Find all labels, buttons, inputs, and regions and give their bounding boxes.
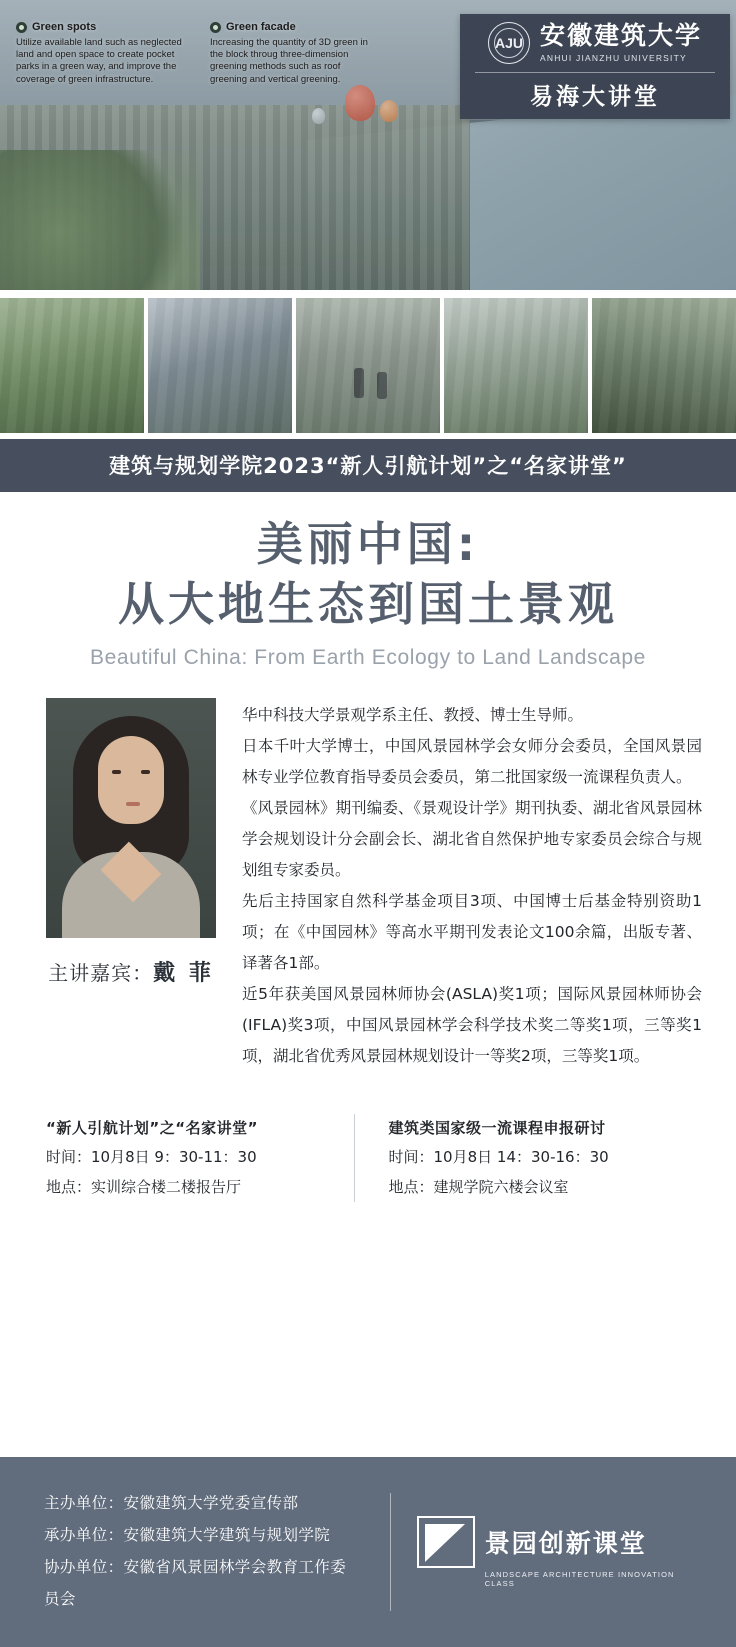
- organizer-coorganizer: 协办单位：安徽省风景园林学会教育工作委员会: [44, 1558, 347, 1608]
- footer-logo-cn: 景园创新课堂: [484, 1529, 647, 1558]
- hot-air-balloon-icon: [345, 85, 375, 121]
- title-line-1: 美丽中国:: [256, 517, 480, 571]
- university-name-en: ANHUI JIANZHU UNIVERSITY: [539, 52, 687, 63]
- speaker-section: [0, 670, 736, 1072]
- portrait-eye: [112, 770, 121, 774]
- university-name-cn: 安徽建筑大学: [539, 21, 702, 51]
- callout-heading: Green facade: [226, 21, 296, 33]
- hero-image: [0, 0, 736, 290]
- organizer-host: 主办单位：安徽建筑大学党委宣传部: [44, 1494, 299, 1513]
- hero-greenery: [0, 150, 200, 290]
- session-title: 建筑类国家级一流课程申报研讨: [388, 1119, 606, 1138]
- speaker-name: 戴 菲: [153, 961, 214, 987]
- bio-paragraph: 日本千叶大学博士，中国风景园林学会女师分会委员，全国风景园林专业学位教育指导委员会委员，第二批国家级一流课程负责人。: [242, 737, 702, 787]
- hero-callout-green-facade: [210, 20, 370, 86]
- callout-heading: Green spots: [32, 21, 97, 33]
- footer-divider: [390, 1493, 391, 1611]
- session-place-label: 地点：: [46, 1177, 92, 1196]
- main-title-block: [0, 492, 736, 670]
- session-time-value: 10月8日 14：30-16：30: [433, 1148, 609, 1167]
- session-time-value: 10月8日 9：30-11：30: [91, 1148, 257, 1167]
- callout-text: Utilize available land such as neglected land and open space to create pocket parks in a green way, and improve the coverage of green infrastructure.: [16, 37, 182, 85]
- seal-text: AJU: [494, 28, 524, 58]
- bio-paragraph: 先后主持国家自然科学基金项目3项、中国博士后基金特别资助1项；在《中国园林》等高水平期刊发表论文100余篇，出版专著、译著各1部。: [242, 892, 702, 973]
- session-place-value: 实训综合楼二楼报告厅: [91, 1177, 242, 1196]
- location-pin-icon: [210, 22, 221, 33]
- landscape-class-logo-icon: [417, 1516, 475, 1568]
- bio-paragraph: 近5年获美国风景园林师协会(ASLA)奖1项；国际风景园林师协会(IFLA)奖3项，中国风景园林学会科学技术奖二等奖1项，三等奖1项，湖北省优秀风景园林规划设计一等奖2项，三等奖1项。: [242, 985, 702, 1066]
- bio-paragraph: 华中科技大学景观学系主任、教授、博士生导师。: [242, 706, 584, 725]
- bio-paragraph: 《风景园林》期刊编委、《景观设计学》期刊执委、湖北省风景园林学会规划设计分会副会长、湖北省自然保护地专家委员会综合与规划组专家委员。: [242, 799, 702, 880]
- thumb-green-tower: [148, 298, 292, 433]
- location-pin-icon: [16, 22, 27, 33]
- program-banner: 建筑与规划学院2023“新人引航计划”之“名家讲堂”: [0, 439, 736, 492]
- thumb-green-alley: [296, 298, 440, 433]
- speaker-photo-column: [46, 698, 216, 1072]
- badge-divider: [475, 72, 715, 73]
- portrait-mouth: [126, 802, 140, 806]
- footer-logo-en: LANDSCAPE ARCHITECTURE INNOVATION CLASS: [484, 1570, 675, 1588]
- callout-text: Increasing the quantity of 3D green in the block throug three-dimension greening methods such as roof greening and vertical greening.: [210, 37, 368, 85]
- thumb-green-street: [592, 298, 736, 433]
- hot-air-balloon-icon: [312, 108, 325, 124]
- title-english: Beautiful China: From Earth Ecology to Land Landscape: [90, 646, 646, 670]
- session-time-label: 时间：: [388, 1148, 434, 1167]
- organizer-undertaker: 承办单位：安徽建筑大学建筑与规划学院: [44, 1526, 331, 1545]
- session-seminar: [354, 1114, 697, 1202]
- session-place-row: [389, 1173, 697, 1202]
- organizer-list: [44, 1488, 360, 1615]
- university-seal-icon: [488, 22, 530, 64]
- session-lecture: [46, 1114, 354, 1202]
- thumb-green-courtyard: [444, 298, 588, 433]
- session-details: [46, 1114, 696, 1228]
- session-place-row: [46, 1173, 354, 1202]
- speaker-bio: [242, 698, 702, 1072]
- hot-air-balloon-icon: [380, 100, 398, 122]
- session-time-label: 时间：: [46, 1148, 92, 1167]
- thumbnail-strip: [0, 290, 736, 439]
- session-time-row: [389, 1143, 697, 1172]
- thumb-green-park: [0, 298, 144, 433]
- footer: [0, 1457, 736, 1647]
- speaker-name-label: [46, 956, 216, 987]
- session-place-label: 地点：: [388, 1177, 434, 1196]
- hero-callout-green-spots: [16, 20, 191, 86]
- session-time-row: [46, 1143, 354, 1172]
- footer-logo: [417, 1516, 692, 1588]
- session-title: “新人引航计划”之“名家讲堂”: [46, 1119, 258, 1138]
- speaker-label-prefix: 主讲嘉宾：: [48, 961, 154, 986]
- title-line-2: 从大地生态到国土景观: [118, 577, 618, 632]
- speaker-portrait: [46, 698, 216, 938]
- portrait-face: [98, 736, 164, 824]
- session-place-value: 建规学院六楼会议室: [433, 1177, 569, 1196]
- portrait-eye: [141, 770, 150, 774]
- university-badge: [460, 14, 730, 119]
- lecture-series-name: 易海大讲堂: [530, 84, 660, 110]
